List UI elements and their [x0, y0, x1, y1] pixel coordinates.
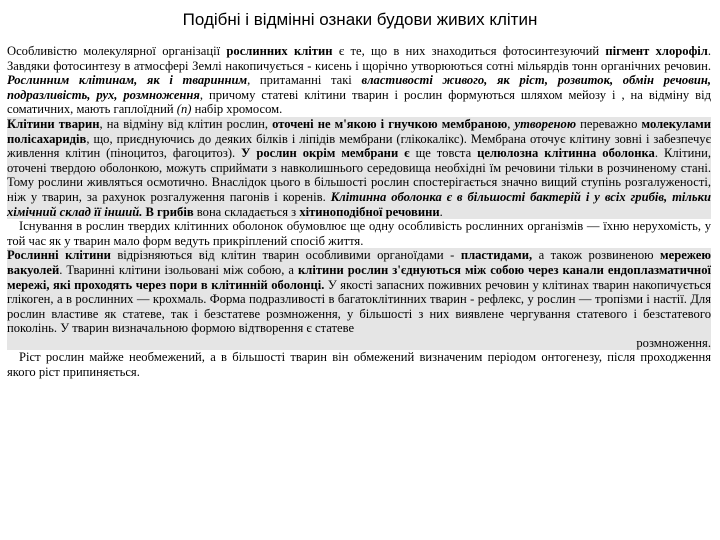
- paragraph-plant-cells: [7, 44, 711, 117]
- text-run: . Завдяки фотосинтезу в атмосфері Землі накопичується - кисень і щорічно утворюються сотні мільярдів тонн органічних речовин.: [7, 44, 712, 73]
- text-run: переважно: [576, 116, 642, 131]
- emphasis-cell-wall: Клітинна оболонка є в більшості бактерій і у всіх грибів, тільки хімічний склад її інший.: [7, 189, 712, 219]
- term-plant-cells: рослинних клітин: [226, 44, 333, 58]
- text-run: Існування в рослин твердих клітинних оболонок обумовлює ще одну особливість рослинних організмів — їхню нерухомість, у той час як у тварин мало форм ведуть прикріплений спосіб життя.: [7, 219, 711, 248]
- paragraph-plastids: [7, 248, 711, 336]
- paragraph-animal-cells: [7, 117, 711, 219]
- text-run: . Тваринні клітини ізольовані між собою, а: [59, 262, 298, 277]
- text-run: відрізняються від клітин тварин особливими органоїдами -: [110, 248, 461, 263]
- text-run: набір хромосом.: [191, 102, 283, 117]
- term-plastids: пластидами,: [460, 248, 533, 263]
- text-run: а також розвиненою: [532, 248, 661, 263]
- text-run: ,: [507, 116, 515, 131]
- term-polysaccharides: молекулами полісахаридів: [7, 116, 712, 146]
- haploid-symbol: (n): [176, 102, 192, 117]
- term-membrane: оточені не м'якою і гнучкою мембраною: [272, 116, 508, 131]
- term-cellulose-wall: целюлозна клітинна оболонка: [477, 146, 655, 161]
- term-plasmodesmata: клітини рослин з'єднуються між собою через канали ендоплазматичної мережі, які проходять через пори в клітинній оболонці.: [7, 262, 711, 292]
- term-vacuoles: мережею вакуолей: [7, 248, 711, 277]
- emphasis-formed: утвореною: [514, 116, 577, 131]
- text-run: . Клітини, оточені твердою оболонкою, можуть сприймати з навколишнього середовища необхідні їм речовини тільки в розчиненому стані. Тому рослини живляться осмотично. Внаслідок цього в більшості рослин спостерігається значно вищий ступінь розгалуженості, ніж у тварин, за рахунок розгалуження пагонів і коренів.: [7, 146, 712, 204]
- text-run: .: [439, 204, 443, 219]
- emphasis-properties: властивості живого, як ріст, розвиток, обмін речовин, подразливість, рух, розмноження: [7, 73, 711, 102]
- paragraph-immobility: [7, 219, 711, 248]
- text-run: розмноження.: [636, 335, 711, 350]
- text-run: , притаманні такі: [247, 73, 362, 88]
- slide-title: Подібні і відмінні ознаки будови живих клітин: [182, 10, 538, 29]
- emphasis-plants-animals: Рослинним клітинам, як і тваринним: [7, 73, 248, 88]
- text-run: ще товста: [409, 146, 478, 161]
- term-animal-cells: Клітини тварин: [7, 116, 100, 131]
- text-run: , на відміну від клітин рослин,: [99, 116, 273, 131]
- text-run: вона складається з: [193, 204, 300, 219]
- text-run: У якості запасних поживних речовин у клітинах тварин накопичується глікоген, а в рослинних — крохмаль. Форма подразливості в багатоклітинних тварин - рефлекс, у рослин — тропізми і настії. Для рослин властиве як статеве, так і безстатеве розмноження, у більшості з них виявлене чергування статевого і безстатевого поколінь. У тварин визначальною формою відтворення є статеве: [7, 277, 711, 336]
- paragraph-plastids-end: [7, 336, 711, 351]
- text-run: , що, приєднуючись до деяких білків і ліпідів мембрани (глікокалікс). Мембрана оточує клітину зовні і забезпечує живлення клітин (піноцитоз, фагоцитоз).: [7, 131, 711, 161]
- body-text: [7, 44, 711, 380]
- text-run: Особливістю молекулярної організації: [7, 44, 227, 58]
- text-run: , причому статеві клітини тварин і рослин формуються шляхом мейозу і , на відміну від соматичних, мають гаплоїдний: [7, 87, 711, 117]
- text-run: є те, що в них знаходиться фотосинтезуючий: [332, 44, 606, 58]
- term-plant-cells-2: Рослинні клітини: [7, 248, 111, 263]
- term-plants-membrane: У рослин окрім мембрани є: [241, 146, 410, 161]
- text-run: Ріст рослин майже необмежений, а в більшості тварин він обмежений визначеним періодом онтогенезу, після проходження якого ріст припиняється.: [7, 350, 711, 380]
- term-fungi: В грибів: [142, 204, 194, 219]
- paragraph-growth: [7, 350, 711, 379]
- term-chlorophyll: пігмент хлорофіл: [605, 44, 708, 58]
- term-chitin: хітиноподібної речовини: [299, 204, 440, 219]
